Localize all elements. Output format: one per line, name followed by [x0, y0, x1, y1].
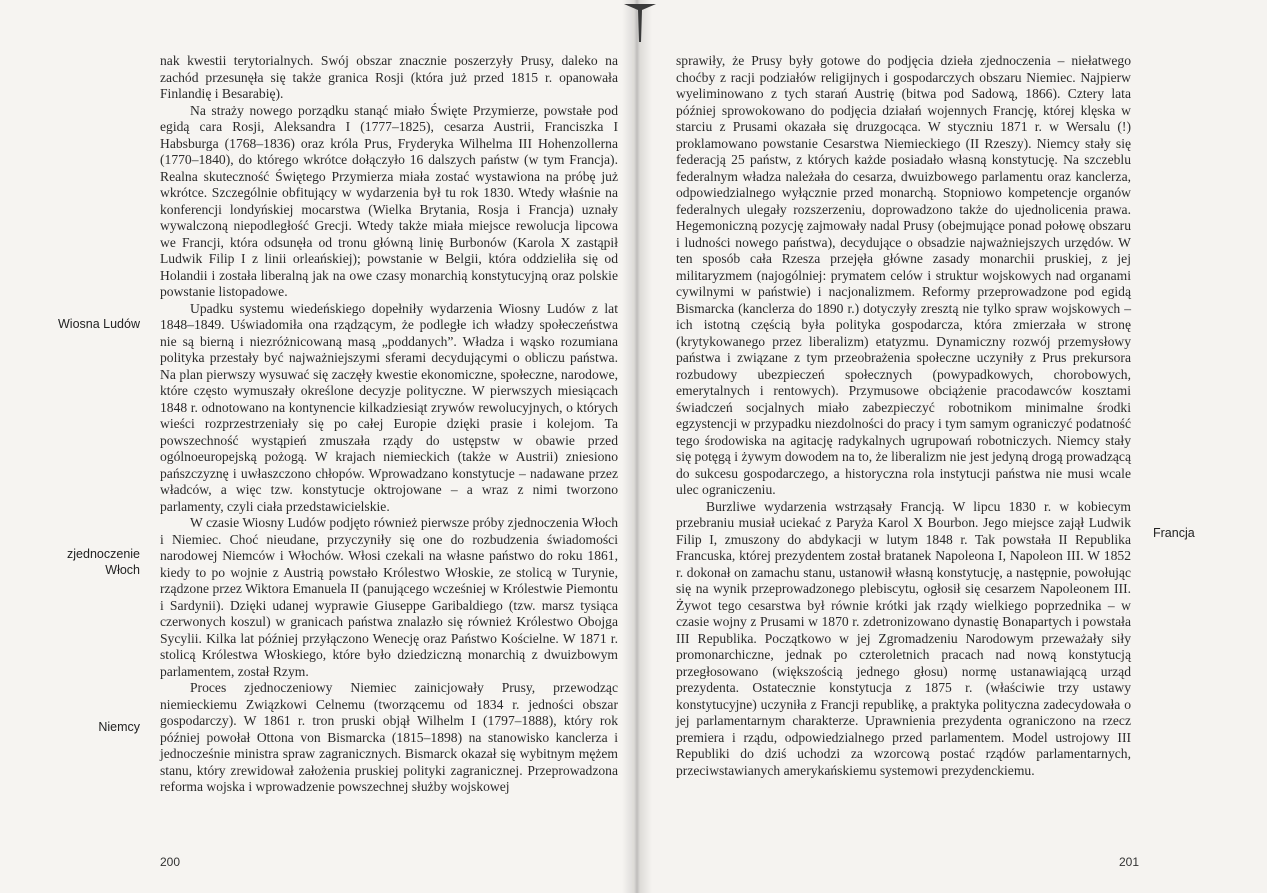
paragraph: nak kwestii terytorialnych. Swój obszar znacznie poszerzyły Prusy, daleko na zachód przesunęła się także granica Rosji (która już przed 1815 r. opanowała Finlandię i Besarabię). — [160, 53, 618, 101]
paragraph: sprawiły, że Prusy były gotowe do podjęcia dzieła zjednoczenia – niełatwego choćby z racji podziałów religijnych i gospodarczych obszaru Niemiec. Najpierw wyeliminowano z tych starań Austrię (bitwa pod Sadową, 1866). Cztery lata później sprowokowano do podjęcia działań wojennych Francję, której klęska w starciu z Prusami okazała się druzgocąca. W styczniu 1871 r. w Wersalu (!) proklamowano powstanie Cesarstwa Niemieckiego (II Rzeszy). Niemcy stały się federacją 25 państw, z których każde posiadało własną konstytucję. Na szczeblu federalnym władza należała do cesarza, dwuizbowego parlamentu oraz kanclerza, odpowiedzialnego wyłącznie przed monarchą. Stopniowo kompetencje organów federalnych ulegały rozszerzeniu, doprowadzono także do ujednolicenia prawa. Hegemoniczną pozycję zajmowały nadal Prusy (obejmujące ponad połowę obszaru i ludności nowego państwa), decydujące o obsadzie najważniejszych urzędów. W ten sposób cała Rzesza przejęła główne zasady monarchii pruskiej, z jej militaryzmem (najogólniej: prymatem celów i struktur wojskowych nad organami cywilnymi w państwie) i nacjonalizmem. Reformy przeprowadzone pod egidą Bismarcka (kanclerza do 1890 r.) dotyczyły zresztą nie tylko spraw wojskowych – ich istotną częścią była polityka gospodarcza, która zmierzała w stronę (krytykowanego przez liberalizm) etatyzmu. Dynamiczny rozwój przemysłowy państwa i związane z tym przeobrażenia społeczne uczyniły z Prus prekursora rozbudowy ubezpieczeń społecznych (powypadkowych, chorobowych, emerytalnych i rentowych). Przymusowe obciążenie pracodawców kosztami świadczeń socjalnych miało zabezpieczyć robotnikom minimalne środki egzystencji w przypadku niezdolności do pracy i tym samym ograniczyć podatność tego środowiska na agitację radykalnych ugrupowań robotniczych. Niemcy stały się potęgą i żywym dowodem na to, że liberalizm nie jest jedyną drogą prowadzącą do sukcesu gospodarczego, a historyczna rola instytucji państwa nie musi wcale ulec ograniczeniu. — [676, 53, 1131, 497]
bookmark-ribbon-icon — [622, 0, 658, 42]
margin-note-zjednoczenie: zjednoczenie — [67, 547, 140, 561]
margin-note-niemcy: Niemcy — [98, 720, 140, 734]
left-page-body — [160, 53, 618, 796]
page-number-right: 201 — [1119, 855, 1140, 869]
paragraph: Proces zjednoczeniowy Niemiec zainicjowały Prusy, przewodząc niemieckiemu Związkowi Celnemu (tworzącemu od 1834 r. jedności obszar gospodarczy). W 1861 r. tron pruski objął Wilhelm I (1797–1888), który rok później powołał Ottona von Bismarcka (1815–1898) na stanowisko kanclerza i jednocześnie ministra spraw zagranicznych. Bismarck okazał się wybitnym mężem stanu, który zrewidował założenia pruskiej polityki zagranicznej. Przeprowadzona reforma wojska i wprowadzenie powszechnej służby wojskowej — [160, 680, 618, 794]
page-number-left: 200 — [160, 855, 181, 869]
paragraph: Burzliwe wydarzenia wstrząsały Francją. W lipcu 1830 r. w kobiecym przebraniu musiał uciekać z Paryża Karol X Bourbon. Jego miejsce zajął Ludwik Filip I, zmuszony do abdykacji w lutym 1848 r. Tak powstała II Republika Francuska, której prezydentem został bratanek Napoleona I, Napoleon III. W 1852 r. dokonał on zamachu stanu, ustanowił własną konstytucję, a następnie, powołując się na wynik przeprowadzonego plebiscytu, ogłosił się cesarzem Napoleonem III. Żywot tego cesarstwa był równie krótki jak rządy wielkiego poprzednika – w czasie wojny z Prusami w 1870 r. zdetronizowano dynastię Bonapartych i powstała III Republika. Początkowo w jej Zgromadzeniu Narodowym przeważały siły promonarchiczne, jednak po czteroletnich pracach nad nową konstytucją przegłosowano (większością jednego głosu) normę ustanawiającą urząd prezydenta. Ostatecznie konstytucja z 1875 r. (właściwie trzy ustawy konstytucyjne) uczyniła z Francji republikę, a praktyka polityczna zadecydowała o jej parlamentarnym charakterze. Uprawnienia prezydenta ograniczono na rzecz premiera i rządu, odpowiedzialnego przed parlamentem. Model ustrojowy III Republiki do dziś uchodzi za wzorcową postać rządów parlamentarnych, przeciwstawianych amerykańskiemu systemowi prezydenckiemu. — [676, 498, 1131, 778]
margin-note-wloch: Włoch — [105, 563, 140, 577]
margin-note-wiosna-ludow: Wiosna Ludów — [58, 317, 140, 331]
paragraph: Na straży nowego porządku stanąć miało Święte Przymierze, powstałe pod egidą cara Rosji, Aleksandra I (1777–1825), cesarza Austrii, Franciszka I Habsburga (1768–1836) oraz króla Prus, Fryderyka Wilhelma III Hohenzollerna (1770–1840), do którego wkrótce dołączyło 16 dalszych państw (w tym Francja). Realna skuteczność Świętego Przymierza miała zostać wystawiona na próbę już wkrótce. Szczególnie obfitujący w wydarzenia był tu rok 1830. Wtedy właśnie na konferencji londyńskiej mocarstwa (Wielka Brytania, Rosja i Francja) uznały wywalczoną niepodległość Grecji. Wtedy także miała miejsce rewolucja lipcowa we Francji, która odsunęła od tronu główną linię Burbonów (Karola X zastąpił Ludwik Filip I z linii orleańskiej); powstanie w Belgii, która oddzieliła się od Holandii i została liberalną jak na owe czasy monarchią konstytucyjną oraz polskie powstanie listopadowe. — [160, 102, 618, 299]
left-page — [0, 0, 632, 893]
paragraph: Upadku systemu wiedeńskiego dopełniły wydarzenia Wiosny Ludów z lat 1848–1849. Uświadomiła ona rządzącym, że podległe ich władzy społeczeństwa nie są bierną i niezróżnicowaną masą „poddanych”. Władza i wąsko rozumiana polityka przestały być najważniejszymi sferami decydującymi o obliczu państwa. Na plan pierwszy wysuwać się zaczęły kwestie ekonomiczne, społeczne, narodowe, które często wymuszały określone decyzje polityczne. W pierwszych miesiącach 1848 r. odnotowano na kontynencie kilkadziesiąt zrywów rewolucyjnych, o których wieści rozprzestrzeniały się po całej Europie dzięki prasie i kolejom. Ta powszechność wystąpień zmuszała rządy do ustępstw w obawie przed ogólnoeuropejską pożogą. W krajach niemieckich (także w Austrii) zniesiono pańszczyznę i uwłaszczono chłopów. Wprowadzano konstytucje – nadawane przez władców, a więc tzw. konstytucje oktrojowane – a wraz z nimi tworzono parlamenty, czyli ciała przedstawicielskie. — [160, 300, 618, 514]
paragraph: W czasie Wiosny Ludów podjęto również pierwsze próby zjednoczenia Włoch i Niemiec. Choć nieudane, przyczyniły się one do rozbudzenia świadomości narodowej Niemców i Włochów. Włosi czekali na własne państwo do roku 1861, kiedy to po wojnie z Austrią powstało Królestwo Włoskie, ze stolicą w Turynie, rządzone przez Wiktora Emanuela II (panującego wcześniej w Królestwie Piemontu i Sardynii). Dzięki udanej wyprawie Giuseppe Garibaldiego (tzw. marsz tysiąca czerwonych koszul) w granicach państwa znalazło się również Królestwo Obojga Sycylii. Kilka lat później przyłączono Wenecję oraz Państwo Kościelne. W 1871 r. stolicą Królestwa Włoskiego, które było dziedziczną monarchią z dwuizbowym parlamentem, został Rzym. — [160, 515, 618, 679]
right-page-body — [676, 53, 1131, 779]
book-gutter — [622, 0, 652, 893]
margin-note-francja: Francja — [1153, 526, 1195, 540]
